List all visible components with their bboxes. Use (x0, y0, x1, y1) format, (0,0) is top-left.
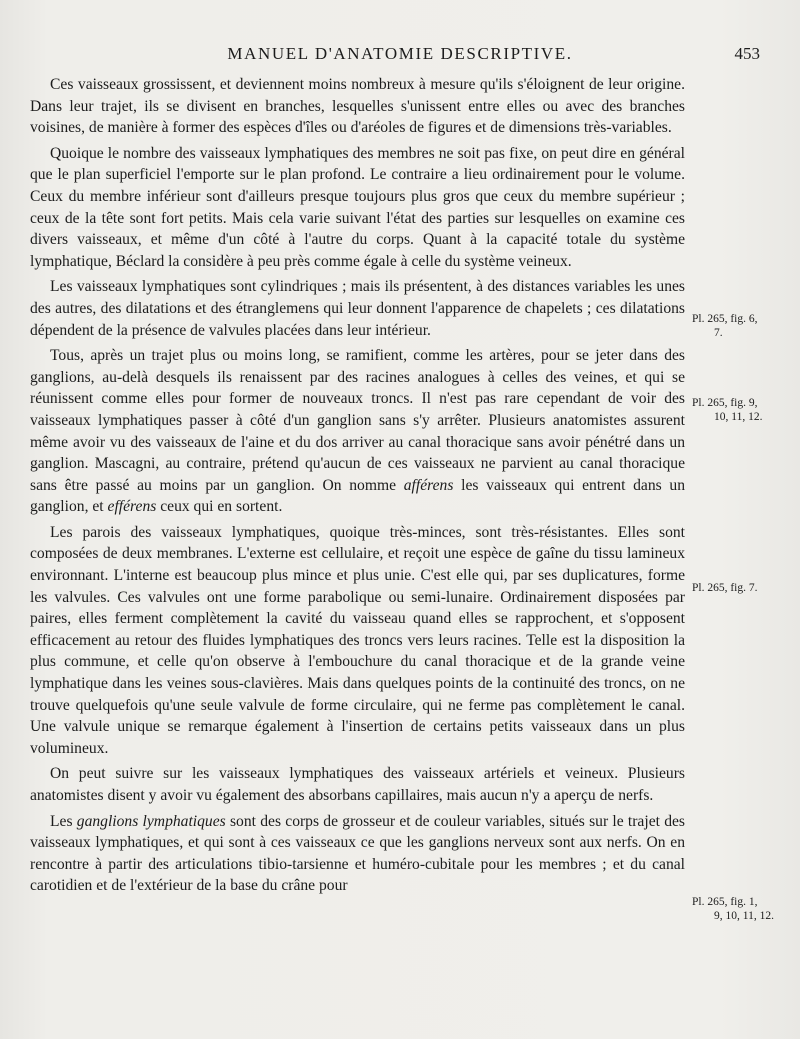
margin-note-line: Pl. 265, fig. 7. (692, 582, 758, 594)
term-ganglions-lymphatiques: ganglions lymphatiques (76, 812, 226, 830)
paragraph-vessel-number: Quoique le nombre des vaisseaux lymphatiques des membres ne soit pas fixe, on peut dire en général que le plan superficiel l'emporte sur le plan profond. Le contraire a lieu ordinairement pour le volume. Ceux du membre inférieur sont d'ailleurs presque toujours plus gros que ceux du membre supérieur ; ceux de la tête sont fort petits. Mais cela varie suivant l'état des parties sur lesquelles on examine ces divers vaisseaux, et même d'un côté à l'autre du corps. Quant à la capacité totale du système lymphatique, Béclard la considère à peu près comme égale à celle du système veineux. (30, 144, 685, 270)
margin-note-plate-ref (692, 396, 792, 424)
paragraph-text: Tous, après un trajet plus ou moins long, se ramifient, comme les artères, pour se jeter dans des ganglions, au-delà desquels ils renaissent par des racines analogues à celles des veines, et qui se réunissent comme elles pour former de nouveaux troncs. Il n'est pas rare cependant de voir des vaisseaux lymphatiques passer à côté d'un ganglion sans s'y arrêter. Plusieurs anatomistes assurent même avoir vu des vaisseaux de l'aine et du dos arriver au canal thoracique sans avoir pénétré dans un ganglion. Mascagni, au contraire, prétend qu'aucun de ces vaisseaux ne parvient au canal thoracique sans être passé au moins par un ganglion. On nomme (30, 347, 685, 494)
page-number: 453 (734, 44, 760, 63)
margin-note-line: Pl. 265, fig. 1, (692, 896, 758, 908)
body-text (30, 74, 685, 901)
paragraph-vessel-growth: Ces vaisseaux grossissent, et deviennent moins nombreux à mesure qu'ils s'éloignent de leur origine. Dans leur trajet, ils se divisent en branches, lesquelles s'unissent entre elles ou avec des branches voisines, de manière à former des espèces d'îles ou d'aréoles de figures et de dimensions très-variables. (30, 76, 685, 137)
paragraph-vessel-supply: On peut suivre sur les vaisseaux lymphatiques des vaisseaux artériels et veineux. Plusieurs anatomistes disent y avoir vu également des absorbans capillaires, mais aucun n'y a aperçu de nerfs. (30, 765, 685, 804)
paragraph-text: Les (50, 812, 77, 830)
margin-note-line: 7. (714, 327, 723, 339)
paragraph-lymph-ganglia (30, 811, 685, 897)
paragraph-vessel-walls: Les parois des vaisseaux lymphatiques, quoique très-minces, sont très-résistantes. Elles sont composées de deux membranes. L'externe est cellulaire, et reçoit une espèce de gaîne du tissu lamineux environnant. L'interne est beaucoup plus mince et plus unie. C'est elle qui, par ses duplicatures, forme les valvules. Ces valvules ont une forme parabolique ou semi-lunaire. Ordinairement disposées par paires, elles ferment complètement la cavité du vaisseau quand elles se rapprochent, et s'opposent efficacement au retour des fluides lymphatiques des troncs vers leurs racines. Telle est la disposition la plus commune, et celle qu'on observe à l'embouchure du canal thoracique et de la grande veine lymphatique dans les veines sous-clavières. Mais dans quelques points de la continuité des troncs, on ne trouve quelquefois qu'une seule valvule de forme circulaire, qui ne ferme pas complètement le canal. Une valvule unique se remarque également à l'insertion de certains petits vaisseaux dans un plus volumineux. (30, 523, 685, 757)
term-afferens: afférens (403, 476, 454, 494)
paragraph-text: sont des corps de grosseur et de couleur variables, situés sur le trajet des vaisseaux lymphatiques, et qui sont à ces vaisseaux ce que les ganglions nerveux sont aux nerfs. On en rencontre à partir des articulations tibio-tarsienne et huméro-cubitale pour les membres ; et du canal carotidien et de l'extérieur de la base du crâne pour (30, 812, 685, 895)
margin-note-plate-ref (692, 581, 792, 595)
margin-note-line: Pl. 265, fig. 9, (692, 397, 758, 409)
margin-note-line: Pl. 265, fig. 6, (692, 313, 758, 325)
paragraph-text: les vaisseaux qui entrent dans un ganglion, et (30, 476, 686, 516)
paragraph-vessel-course (30, 345, 685, 518)
paragraph-text: ceux qui en sortent. (156, 498, 283, 516)
term-efferens: efférens (107, 498, 157, 516)
paragraph-vessel-shape: Les vaisseaux lymphatiques sont cylindriques ; mais ils présentent, à des distances variables les unes des autres, des dilatations et des étranglemens qui leur donnent l'apparence de chapelets ; ces dilatations dépendent de la présence de valvules placées dans leur intérieur. (30, 278, 685, 339)
margin-note-plate-ref (692, 895, 792, 923)
running-head (30, 44, 770, 68)
margin-note-plate-ref (692, 312, 792, 340)
running-title: MANUEL D'ANATOMIE DESCRIPTIVE. (227, 44, 573, 63)
margin-note-line: 9, 10, 11, 12. (714, 910, 774, 922)
margin-note-line: 10, 11, 12. (714, 411, 763, 423)
